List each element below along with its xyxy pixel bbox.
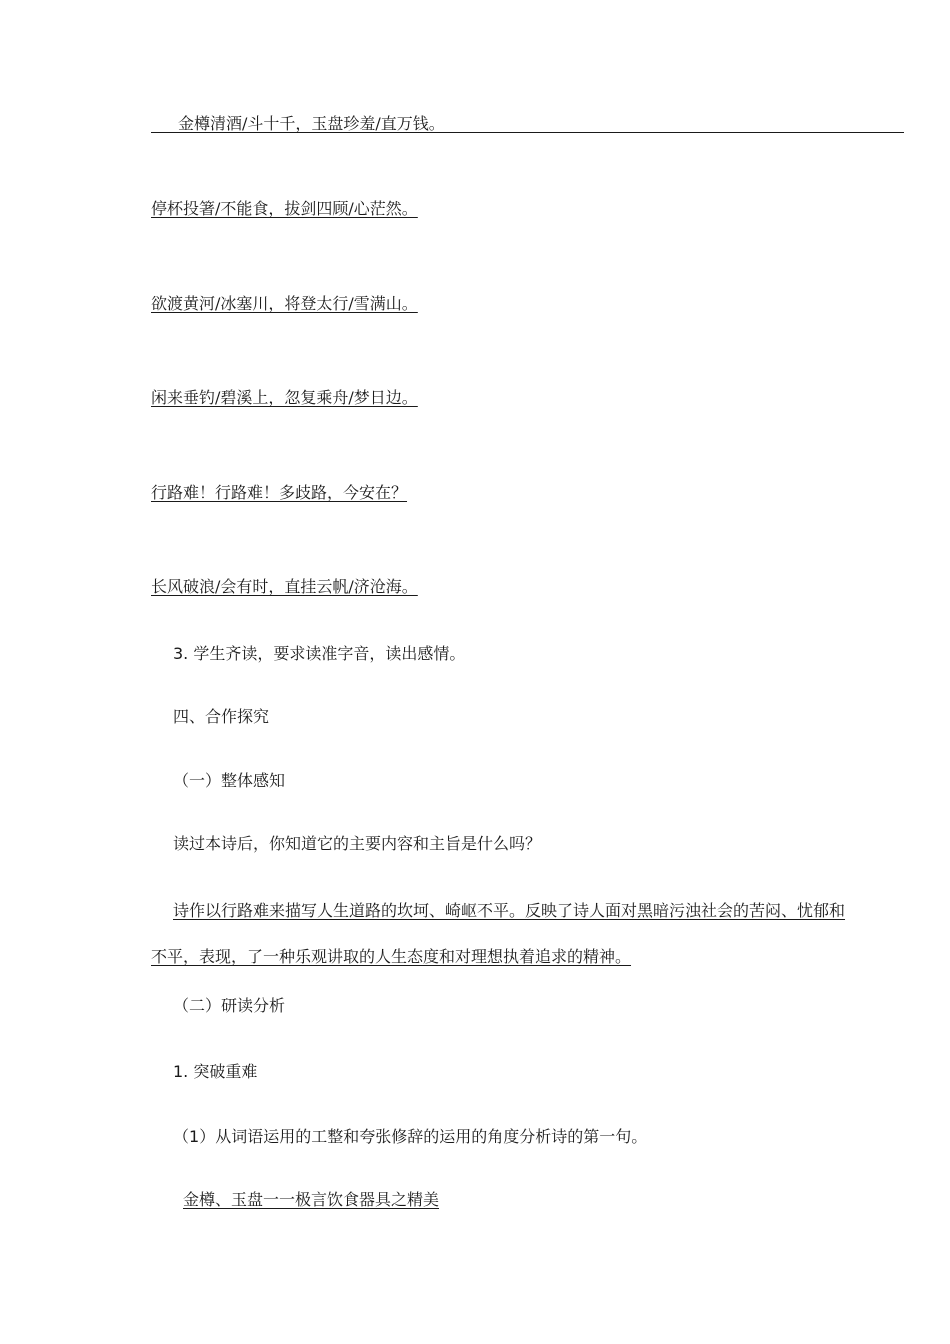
poem-line-3: 欲渡黄河/冰塞川，将登太行/雪满山。 xyxy=(151,294,418,313)
point-number: 1. xyxy=(173,1062,189,1081)
answer-line-1: 诗作以行路难来描写人生道路的坎坷、崎岖不平。反映了诗人面对黑暗污浊社会的苦闷、忧郁和 xyxy=(173,901,846,920)
poem-line-1: 金樽清酒/斗十千，玉盘珍羞/直万钱。 xyxy=(178,114,445,133)
poem-line-6: 长风破浪/会有时，直挂云帆/济沧海。 xyxy=(151,577,418,596)
poem-line-4: 闲来垂钓/碧溪上，忽复乘舟/梦日边。 xyxy=(151,388,418,407)
sub-question-text: ）从词语运用的工整和夸张修辞的运用的角度分析诗的第一句。 xyxy=(199,1127,648,1146)
sub-question-number: 1 xyxy=(189,1127,200,1146)
sub-answer-1: 金樽、玉盘一一极言饮食器具之精美 xyxy=(183,1190,440,1209)
step-number: 3. xyxy=(173,644,189,663)
sub-question-1 xyxy=(173,1127,647,1147)
step-text: 学生齐读，要求读准字音，读出感情。 xyxy=(193,644,466,663)
poem-line-5: 行路难！行路难！多歧路，今安在？ xyxy=(151,483,408,502)
subsection-title-overall: （一）整体感知 xyxy=(173,771,286,790)
point-1 xyxy=(173,1062,257,1082)
step-3 xyxy=(173,644,465,664)
point-text: 突破重难 xyxy=(193,1062,258,1081)
underline-rule xyxy=(151,132,904,133)
question-text: 读过本诗后，你知道它的主要内容和主旨是什么吗？ xyxy=(173,834,542,853)
poem-line-2: 停杯投箸/不能食，拔剑四顾/心茫然。 xyxy=(151,199,418,218)
section-title: 四、合作探究 xyxy=(173,707,270,726)
subsection-title-analysis: （二）研读分析 xyxy=(173,996,286,1015)
answer-line-2: 不平，表现，了一种乐观讲取的人生态度和对理想执着追求的精神。 xyxy=(151,947,632,966)
paren-open: （ xyxy=(173,1127,190,1146)
